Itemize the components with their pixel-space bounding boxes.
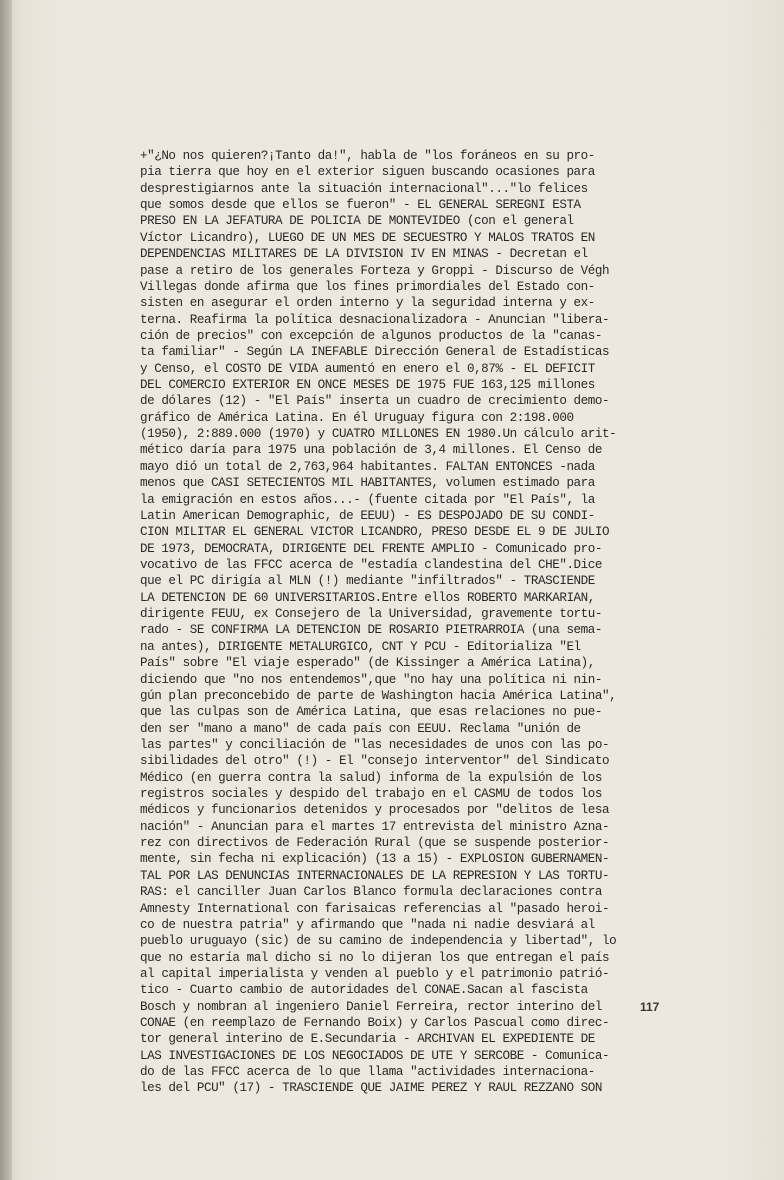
text-line: ción de precios" con excepción de algunos productos de la "canas- — [140, 328, 602, 343]
text-line: (1950), 2:889.000 (1970) y CUATRO MILLONES EN 1980.Un cálculo arit- — [140, 427, 617, 442]
text-line: mayo dió un total de 2,763,964 habitantes. FALTAN ENTONCES -nada — [140, 459, 595, 474]
text-line: pueblo uruguayo (sic) de su camino de independencia y libertad", lo — [140, 934, 617, 949]
text-line: Villegas donde afirma que los fines primordiales del Estado con- — [140, 279, 595, 294]
book-spine-shadow — [0, 0, 12, 1180]
text-line: médicos y funcionarios detenidos y procesados por "delitos de lesa — [140, 803, 610, 818]
text-line: Bosch y nombran al ingeniero Daniel Ferreira, rector interino del — [140, 999, 602, 1014]
text-line: registros sociales y despido del trabajo en el CASMU de todos los — [140, 787, 602, 802]
text-line: LA DETENCION DE 60 UNIVERSITARIOS.Entre ellos ROBERTO MARKARIAN, — [140, 590, 595, 605]
text-line: la emigración en estos años...- (fuente citada por "El País", la — [140, 492, 595, 507]
text-line: DE 1973, DEMOCRATA, DIRIGENTE DEL FRENTE AMPLIO - Comunicado pro- — [140, 541, 602, 556]
text-line: que el PC dirigía al MLN (!) mediante "infiltrados" - TRASCIENDE — [140, 574, 595, 589]
text-line: diciendo que "no nos entendemos",que "no hay una política ni nin- — [140, 672, 602, 687]
text-line: na antes), DIRIGENTE METALURGICO, CNT Y PCU - Editorializa "El — [140, 639, 581, 654]
text-line: tico - Cuarto cambio de autoridades del CONAE.Sacan al fascista — [140, 983, 588, 998]
text-line: de dólares (12) - "El País" inserta un cuadro de crecimiento demo- — [140, 394, 610, 409]
text-line: las partes" y conciliación de "las necesidades de unos con las po- — [140, 737, 610, 752]
text-line: gún plan preconcebido de parte de Washington hacia América Latina", — [140, 688, 617, 703]
text-line: DEPENDENCIAS MILITARES DE LA DIVISION IV EN MINAS - Decretan el — [140, 247, 588, 262]
text-line: les del PCU" (17) - TRASCIENDE QUE JAIME PEREZ Y RAUL REZZANO SON — [140, 1081, 602, 1096]
text-line: dirigente FEUU, ex Consejero de la Universidad, gravemente tortu- — [140, 607, 602, 622]
text-line: Latin American Demographic, de EEUU) - ES DESPOJADO DE SU CONDI- — [140, 508, 595, 523]
text-line: pase a retiro de los generales Forteza y Groppi - Discurso de Végh — [140, 263, 610, 278]
text-line: RAS: el canciller Juan Carlos Blanco formula declaraciones contra — [140, 885, 602, 900]
text-line: rez con directivos de Federación Rural (que se suspende posterior- — [140, 836, 610, 851]
text-line: mético daría para 1975 una población de 3,4 millones. El Censo de — [140, 443, 602, 458]
text-line: CION MILITAR EL GENERAL VICTOR LICANDRO, PRESO DESDE EL 9 DE JULIO — [140, 525, 610, 540]
typewritten-text-block — [140, 148, 740, 1097]
text-line: ta familiar" - Según LA INEFABLE Dirección General de Estadísticas — [140, 345, 610, 360]
text-line: LAS INVESTIGACIONES DE LOS NEGOCIADOS DE UTE Y SERCOBE - Comunica- — [140, 1048, 610, 1063]
text-line: nación" - Anuncian para el martes 17 entrevista del ministro Azna- — [140, 819, 610, 834]
text-line: +"¿No nos quieren?¡Tanto da!", habla de "los foráneos en su pro- — [140, 149, 595, 163]
text-line: que las culpas son de América Latina, que esas relaciones no pue- — [140, 705, 602, 720]
text-line: PRESO EN LA JEFATURA DE POLICIA DE MONTEVIDEO (con el general — [140, 214, 574, 229]
text-line: sibilidades del otro" (!) - El "consejo interventor" del Sindicato — [140, 754, 610, 769]
text-line: Víctor Licandro), LUEGO DE UN MES DE SECUESTRO Y MALOS TRATOS EN — [140, 230, 595, 245]
text-line: CONAE (en reemplazo de Fernando Boix) y Carlos Pascual como direc- — [140, 1016, 610, 1031]
text-line: sisten en asegurar el orden interno y la seguridad interna y ex- — [140, 296, 595, 311]
text-line: y Censo, el COSTO DE VIDA aumentó en enero el 0,87% - EL DEFICIT — [140, 361, 595, 376]
text-line: vocativo de las FFCC acerca de "estadía clandestina del CHE".Dice — [140, 557, 602, 572]
text-line: gráfico de América Latina. En él Uruguay figura con 2:198.000 — [140, 410, 574, 425]
text-line: País" sobre "El viaje esperado" (de Kissinger a América Latina), — [140, 656, 595, 671]
page-number: 117 — [640, 1000, 660, 1014]
text-line: pia tierra que hoy en el exterior siguen buscando ocasiones para — [140, 165, 595, 180]
text-line: rado - SE CONFIRMA LA DETENCION DE ROSARIO PIETRARROIA (una sema- — [140, 623, 602, 638]
text-line: Amnesty International con farisaicas referencias al "pasado heroi- — [140, 901, 610, 916]
text-line: DEL COMERCIO EXTERIOR EN ONCE MESES DE 1975 FUE 163,125 millones — [140, 378, 595, 393]
text-line: terna. Reafirma la política desnacionalizadora - Anuncian "libera- — [140, 312, 610, 327]
text-line: tor general interino de E.Secundaria - ARCHIVAN EL EXPEDIENTE DE — [140, 1032, 595, 1047]
text-line: den ser "mano a mano" de cada país con EEUU. Reclama "unión de — [140, 721, 581, 736]
text-line: que somos desde que ellos se fueron" - EL GENERAL SEREGNI ESTA — [140, 198, 581, 213]
text-line: que no estaría mal dicho si no lo dijeran los que entregan el país — [140, 950, 610, 965]
text-line: menos que CASI SETECIENTOS MIL HABITANTES, volumen estimado para — [140, 476, 595, 491]
text-line: co de nuestra patria" y afirmando que "nada ni nadie desviará al — [140, 917, 595, 932]
text-line: TAL POR LAS DENUNCIAS INTERNACIONALES DE LA REPRESION Y LAS TORTU- — [140, 868, 610, 883]
text-line: mente, sin fecha ni explicación) (13 a 15) - EXPLOSION GUBERNAMEN- — [140, 852, 610, 867]
text-line: Médico (en guerra contra la salud) informa de la expulsión de los — [140, 770, 602, 785]
text-line: do de las FFCC acerca de lo que llama "actividades internaciona- — [140, 1065, 595, 1080]
text-line: desprestigiarnos ante la situación internacional"..."lo felices — [140, 181, 588, 196]
text-line: al capital imperialista y venden al pueblo y el patrimonio patrió- — [140, 966, 610, 981]
